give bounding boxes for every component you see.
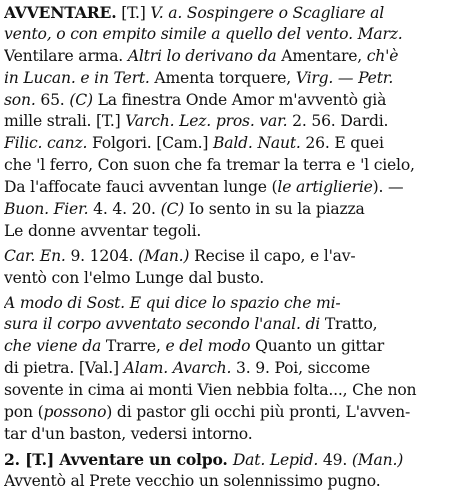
text-line xyxy=(4,2,466,24)
citation-text: Varch. Lez. pros. var. xyxy=(125,112,293,131)
body-text: Io sento in su la piazza xyxy=(188,200,365,219)
text-line xyxy=(4,221,466,243)
text-line xyxy=(4,449,466,471)
citation-text: Filic. canz. xyxy=(4,134,93,153)
body-text: Amentare, xyxy=(281,46,367,65)
body-text: mille strali. [T.] xyxy=(4,112,126,131)
citation-text: (Man.) xyxy=(138,246,195,265)
text-line xyxy=(4,46,466,68)
text-line xyxy=(4,268,466,290)
citation-text: son. xyxy=(4,90,41,109)
citation-text: vento, o con empito simile a quello del vento. Marz. xyxy=(4,24,403,43)
body-text: ) di pastor gli occhi più pronti, L'avven- xyxy=(106,403,411,422)
body-text: 26. E quei xyxy=(305,134,384,153)
text-line xyxy=(4,293,466,315)
citation-text: possono xyxy=(43,403,107,422)
body-text: sovente in cima ai monti Vien nebbia folta..., Che non xyxy=(4,381,417,400)
citation-text: Virg. — Petr. xyxy=(295,68,394,87)
body-text: tar d'un baston, vedersi intorno. xyxy=(4,424,253,443)
text-line xyxy=(4,314,466,336)
text-line xyxy=(4,90,466,112)
text-line xyxy=(4,177,466,199)
citation-text: Buon. Fier. xyxy=(4,200,94,219)
text-line xyxy=(4,358,466,380)
citation-text: A modo di Sost. E qui dice lo spazio che mi- xyxy=(4,293,341,312)
citation-text: Car. En. xyxy=(4,246,71,265)
body-text: 3. 9. Poi, siccome xyxy=(235,359,371,378)
citation-text: e del modo xyxy=(165,337,256,356)
text-line xyxy=(4,111,466,133)
body-text: Ventilare arma. xyxy=(4,46,128,65)
text-line xyxy=(4,68,466,90)
citation-text: Altri lo derivano da xyxy=(127,46,282,65)
text-line xyxy=(4,402,466,424)
text-line xyxy=(4,24,466,46)
body-text: pon ( xyxy=(4,403,44,422)
body-text: [T.] xyxy=(116,4,151,22)
dictionary-entry-avventare xyxy=(4,2,466,493)
body-text: Recise il capo, e l'av- xyxy=(194,246,356,265)
text-line xyxy=(4,336,466,358)
body-text: La finestra Onde Amor m'avventò già xyxy=(97,90,387,109)
citation-text: Bald. Naut. xyxy=(213,134,306,153)
body-text: 65. xyxy=(40,90,70,109)
citation-text: ch'è xyxy=(366,46,399,65)
citation-text: in Lucan. e in Tert. xyxy=(4,68,155,87)
citation-text: (C) xyxy=(160,200,189,219)
text-line xyxy=(4,133,466,155)
body-text: Amenta torquere, xyxy=(154,68,296,87)
body-text: 2. 56. Dardi. xyxy=(292,112,389,131)
body-text: 9. 1204. xyxy=(70,246,139,265)
citation-text: V. a. Sospingere o Scagliare al xyxy=(150,4,385,22)
citation-text: sura il corpo avventato secondo l'anal. di xyxy=(4,315,325,334)
body-text: Tratto, xyxy=(324,315,378,334)
text-line xyxy=(4,380,466,402)
body-text: Le donne avventar tegoli. xyxy=(4,221,202,240)
body-text: ). — xyxy=(372,178,404,197)
citation-text: (C) xyxy=(69,90,98,109)
citation-text: Dat. Lepid. xyxy=(232,450,323,469)
text-line xyxy=(4,246,466,268)
text-line xyxy=(4,199,466,221)
headword-text: AVVENTARE. xyxy=(4,3,117,22)
body-text: di pietra. [Val.] xyxy=(4,359,124,378)
text-line xyxy=(4,155,466,177)
text-line xyxy=(4,424,466,446)
body-text: che 'l ferro, Con suon che fa tremar la terra e 'l cielo, xyxy=(4,156,415,175)
body-text: Trarre, xyxy=(105,337,166,356)
body-text: 49. xyxy=(322,450,352,469)
body-text: ventò con l'elmo Lunge dal busto. xyxy=(4,268,265,287)
citation-text: (Man.) xyxy=(351,450,404,469)
citation-text: Alam. Avarch. xyxy=(123,359,236,378)
body-text: Quanto un gittar xyxy=(255,337,384,356)
body-text: Da l'affocate fauci avventan lunge ( xyxy=(4,178,278,197)
body-text: Avventò al Prete vecchio un solennissimo pugno. xyxy=(4,471,381,490)
body-text: 4. 4. 20. xyxy=(93,200,161,219)
citation-text: le artiglierie xyxy=(277,178,373,197)
headword-text: 2. [T.] Avventare un colpo. xyxy=(4,449,233,469)
body-text: Folgori. [Cam.] xyxy=(92,134,213,153)
citation-text: che viene da xyxy=(4,337,106,356)
